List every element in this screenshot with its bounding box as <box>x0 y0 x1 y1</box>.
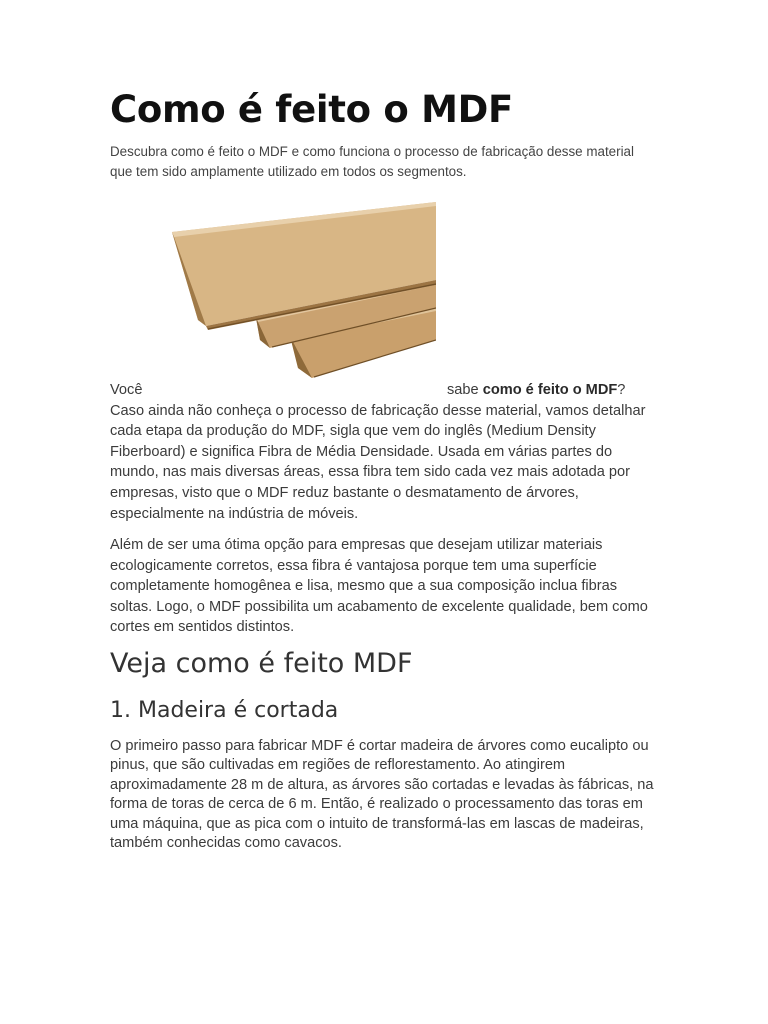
intro-word-after-image: sabe <box>447 382 483 398</box>
intro-question-mark: ? <box>617 382 626 398</box>
intro-bold-phrase: como é feito o MDF <box>482 382 618 398</box>
intro-word-before-image: Você <box>110 382 143 398</box>
page-title: Como é feito o MDF <box>110 88 513 131</box>
intro-question <box>447 380 625 401</box>
intro-body-text: Caso ainda não conheça o processo de fabricação desse material, vamos detalhar cada etapa da produção do MDF, sigla que vem do inglês (Medium Density Fiberboard) e significa Fibra de Média Densidade. Usada em várias partes do mundo, nas mais diversas áreas, essa fibra tem sido cada vez mais adotada por empresas, visto que o MDF reduz bastante o desmatamento de árvores, especialmente na indústria de móveis. <box>110 402 646 522</box>
step-1-paragraph: O primeiro passo para fabricar MDF é cortar madeira de árvores como eucalipto ou pinus, que são cultivadas em regiões de reflorestamento. Ao atingirem aproximadamente 28 m de altura, as árvores são cortadas e levadas às fábricas, na forma de toras de cerca de 6 m. Então, é realizado o processamento das toras em uma máquina, que as pica com o intuito de transformá-las em lascas de madeiras, também conhecidas como cavacos. <box>110 738 654 852</box>
intro-first-line <box>110 380 655 401</box>
article-subtitle: Descubra como é feito o MDF e como funciona o processo de fabricação desse material que tem sido amplamente utilizado em todos os segmentos. <box>110 144 634 179</box>
benefits-paragraph: Além de ser uma ótima opção para empresas que desejam utilizar materiais ecologicamente corretos, essa fibra é vantajosa porque tem uma superfície completamente homogênea e lisa, mesmo que a sua composição inclua fibras soltas. Logo, o MDF possibilita um acabamento de excelente qualidade, bem como cortes em sentidos distintos. <box>110 537 648 636</box>
step-1-heading: 1. Madeira é cortada <box>110 698 339 723</box>
stacked-mdf-boards-icon <box>172 190 436 380</box>
section-heading: Veja como é feito MDF <box>110 648 413 679</box>
mdf-boards-image <box>172 190 436 380</box>
intro-paragraph <box>110 380 655 524</box>
